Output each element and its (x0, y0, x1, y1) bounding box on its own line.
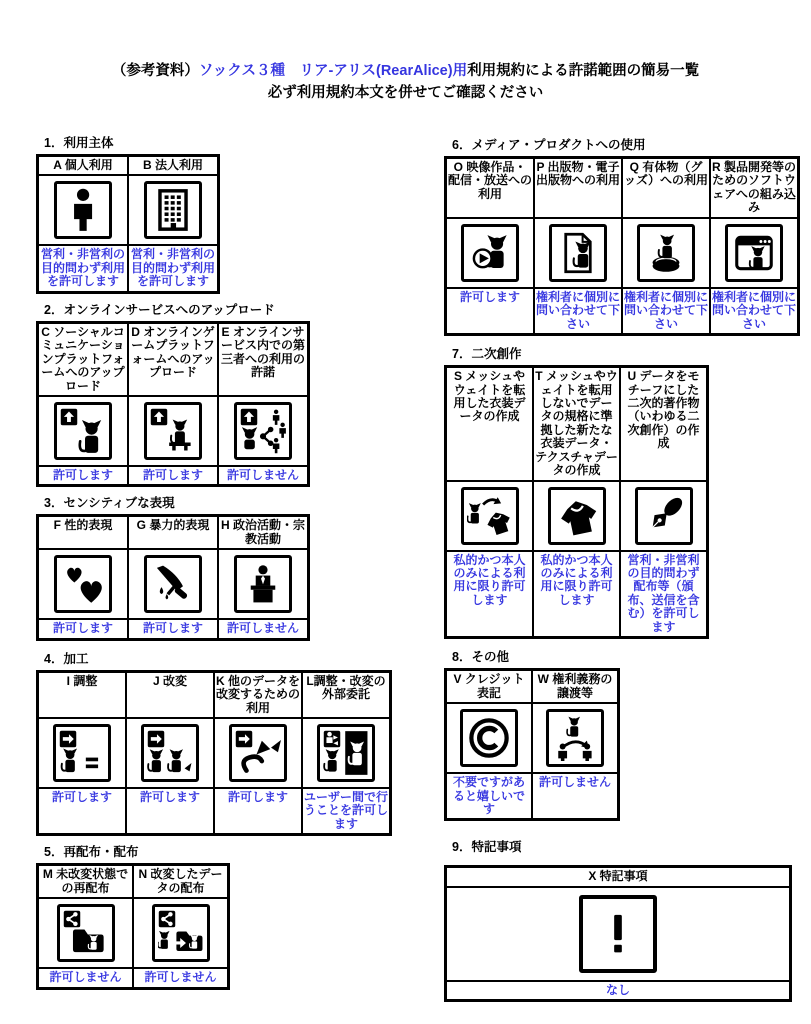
item-icon-cell-R (710, 218, 798, 288)
item-icon-cell-P (534, 218, 622, 288)
section-label-6: 6．メディア・プロダクトへの使用 (452, 138, 646, 152)
section-3 (36, 493, 416, 640)
item-header-B: B 法人利用 (128, 156, 218, 175)
item-result-E: 許可しません (218, 466, 308, 485)
item-icon-cell-A (38, 175, 128, 245)
item-header-N: N 改変したデータの配布 (133, 865, 228, 898)
title-line1 (0, 60, 811, 82)
software-icon (725, 224, 783, 282)
section-label-2: 2．オンラインサービスへのアップロード (44, 302, 275, 317)
copyright-icon (460, 709, 518, 767)
item-header-X: X 特記事項 (446, 867, 790, 886)
item-header-A: A 個人利用 (38, 156, 128, 175)
item-header-I: I 調整 (38, 672, 126, 718)
item-result-G: 許可します (128, 619, 218, 638)
item-result-O: 許可します (446, 288, 534, 334)
section-label-4: 4．加工 (44, 651, 89, 666)
item-icon-cell-H (218, 549, 308, 619)
item-result-M: 許可しません (38, 968, 133, 987)
outsource-icon (317, 724, 375, 782)
permission-table-2 (36, 321, 310, 488)
permission-table-3 (36, 514, 310, 640)
item-result-I: 許可します (38, 788, 126, 834)
item-header-L: L調整・改変の外部委託 (302, 672, 390, 718)
item-header-R: R 製品開発等のためのソフトウェアへの組み込み (710, 158, 798, 218)
item-header-P: P 出版物・電子出版物への利用 (534, 158, 622, 218)
adjust-icon (53, 724, 111, 782)
item-result-D: 許可します (128, 466, 218, 485)
item-icon-cell-D (128, 396, 218, 466)
item-icon-cell-L (302, 718, 390, 788)
item-header-J: J 改変 (126, 672, 214, 718)
title-product-name: ソックス３種 リア-アリス(RearAlice)用 (198, 63, 468, 79)
section-6 (444, 135, 797, 336)
item-header-W: W 権利義務の譲渡等 (532, 670, 618, 703)
title-prefix: （参考資料） (111, 63, 199, 79)
section-label-3: 3．センシティブな表現 (44, 496, 175, 511)
redistribute-icon (57, 904, 115, 962)
section-2 (36, 300, 416, 488)
upload-license-icon (234, 402, 292, 460)
item-icon-cell-M (38, 898, 133, 968)
permission-table-5 (36, 863, 230, 989)
upload-social-icon (54, 402, 112, 460)
item-result-N: 許可しません (133, 968, 228, 987)
item-result-V: 不要ですがあると嬉しいです (446, 773, 532, 819)
item-header-K: K 他のデータを改変するための利用 (214, 672, 302, 718)
costume-reuse-icon (461, 487, 519, 545)
section-label-5: 5．再配布・配布 (44, 845, 139, 860)
item-result-R: 権利者に個別に問い合わせて下さい (710, 288, 798, 334)
item-icon-cell-I (38, 718, 126, 788)
section-label-7: 7．二次創作 (452, 347, 522, 362)
item-icon-cell-O (446, 218, 534, 288)
section-label-1: 1．利用主体 (44, 136, 114, 150)
item-icon-cell-N (133, 898, 228, 968)
item-icon-cell-T (533, 481, 620, 551)
knife-icon (144, 555, 202, 613)
item-header-F: F 性的表現 (38, 516, 128, 549)
right-column (444, 135, 797, 1002)
item-result-L: ユーザー間で行うことを許可します (302, 788, 390, 834)
upload-game-icon (144, 402, 202, 460)
modify-icon (141, 724, 199, 782)
permission-table-1 (36, 154, 220, 294)
item-icon-cell-W (532, 703, 618, 773)
item-icon-cell-Q (622, 218, 710, 288)
left-column (36, 133, 416, 990)
item-header-H: H 政治活動・宗教活動 (218, 516, 308, 549)
item-icon-cell-E (218, 396, 308, 466)
item-icon-cell-X (446, 887, 790, 981)
distribute-modified-icon (152, 904, 210, 962)
title-suffix: 利用規約による許諾範囲の簡易一覧 (467, 63, 700, 79)
item-result-C: 許可します (38, 466, 128, 485)
item-header-M: M 未改変状態での再配布 (38, 865, 133, 898)
item-result-X: なし (446, 981, 790, 1000)
item-header-U: U データをモチーフにした二次的著作物（いわゆる二次創作）の作成 (620, 367, 707, 481)
item-icon-cell-G (128, 549, 218, 619)
item-icon-cell-B (128, 175, 218, 245)
pen-icon (635, 487, 693, 545)
item-header-D: D オンラインゲームプラットフォームへのアップロード (128, 323, 218, 396)
item-icon-cell-V (446, 703, 532, 773)
video-icon (461, 224, 519, 282)
section-8 (444, 647, 789, 821)
title-subtitle: 必ず利用規約本文を併せてご確認ください (267, 85, 544, 102)
item-result-T: 私的かつ本人のみによる利用に限り許可します (533, 551, 620, 638)
item-header-O: O 映像作品・配信・放送への利用 (446, 158, 534, 218)
item-result-U: 営利・非営利の目的問わず配布等（頒布、送信を含む）を許可します (620, 551, 707, 638)
section-7 (444, 344, 789, 639)
section-label-9: 9．特記事項 (452, 840, 522, 855)
permission-table-4 (36, 670, 392, 837)
section-1 (36, 133, 416, 294)
item-result-Q: 権利者に個別に問い合わせて下さい (622, 288, 710, 334)
goods-icon (637, 224, 695, 282)
item-result-H: 許可しません (218, 619, 308, 638)
person-icon (54, 181, 112, 239)
permission-table-7 (444, 365, 709, 639)
modify-other-icon (229, 724, 287, 782)
permission-table-6 (444, 156, 800, 336)
item-result-A: 営利・非営利の目的問わず利用を許可します (38, 245, 128, 291)
permission-table-8 (444, 668, 620, 821)
item-header-T: T メッシュやウェイトを転用しないでデータの規格に準拠した新たな衣装データ・テクスチャデータの作成 (533, 367, 620, 481)
item-header-G: G 暴力的表現 (128, 516, 218, 549)
costume-new-icon (548, 487, 606, 545)
publication-icon (549, 224, 607, 282)
hearts-icon (54, 555, 112, 613)
item-icon-cell-F (38, 549, 128, 619)
permission-table-9 (444, 865, 792, 1002)
section-9 (444, 837, 789, 1002)
building-icon (144, 181, 202, 239)
item-icon-cell-S (446, 481, 533, 551)
item-icon-cell-C (38, 396, 128, 466)
item-icon-cell-U (620, 481, 707, 551)
section-label-8: 8．その他 (452, 650, 509, 665)
document-title (0, 60, 811, 105)
item-icon-cell-J (126, 718, 214, 788)
item-result-K: 許可します (214, 788, 302, 834)
transfer-icon (546, 709, 604, 767)
item-header-V: V クレジット表記 (446, 670, 532, 703)
item-result-F: 許可します (38, 619, 128, 638)
exclamation-icon (579, 895, 657, 973)
item-result-J: 許可します (126, 788, 214, 834)
item-icon-cell-K (214, 718, 302, 788)
item-result-W: 許可しません (532, 773, 618, 819)
item-header-E: E オンラインサービス内での第三者への利用の許諾 (218, 323, 308, 396)
item-header-Q: Q 有体物（グッズ）への利用 (622, 158, 710, 218)
section-4 (36, 649, 416, 837)
item-result-P: 権利者に個別に問い合わせて下さい (534, 288, 622, 334)
section-5 (36, 842, 416, 989)
item-header-S: S メッシュやウェイトを転用した衣装データの作成 (446, 367, 533, 481)
item-result-B: 営利・非営利の目的問わず利用を許可します (128, 245, 218, 291)
item-result-S: 私的かつ本人のみによる利用に限り許可します (446, 551, 533, 638)
podium-icon (234, 555, 292, 613)
item-header-C: C ソーシャルコミュニケーションプラットフォームへのアップロード (38, 323, 128, 396)
